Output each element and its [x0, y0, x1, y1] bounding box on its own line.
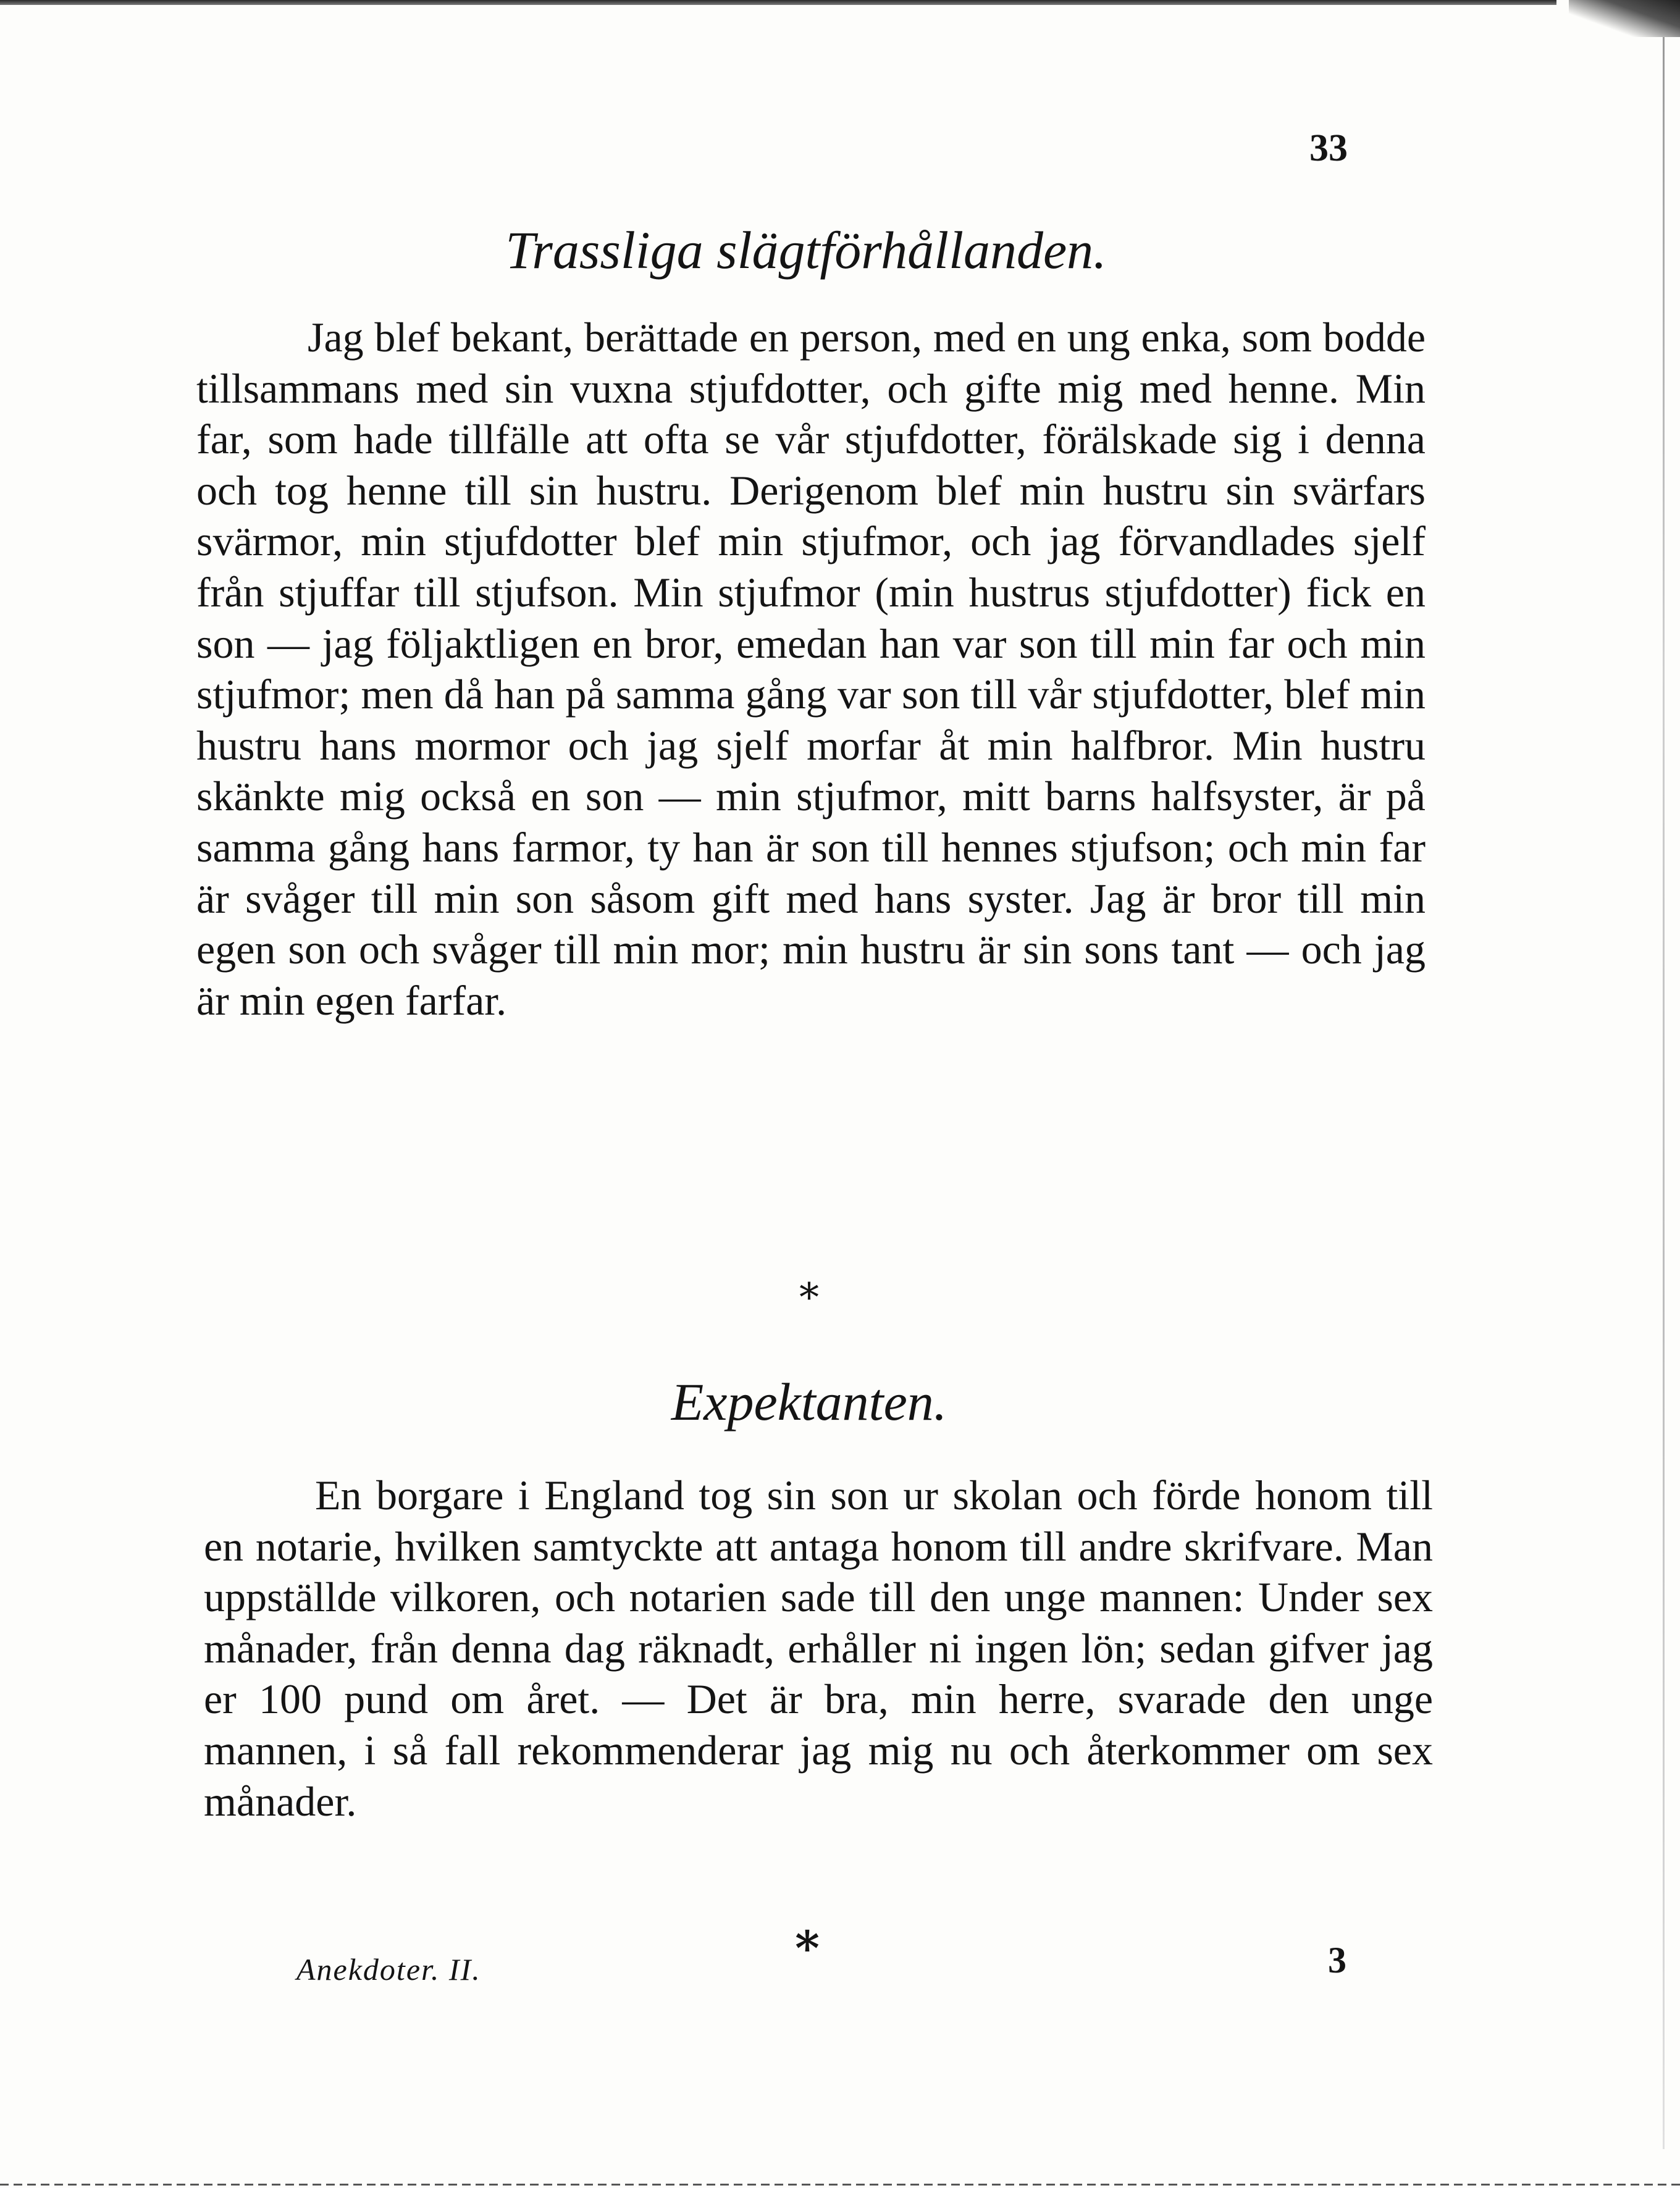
- scan-edge-right: [1663, 37, 1665, 2149]
- section-text-trassliga: Jag blef bekant, berättade en person, med en ung enka, som bodde tillsammans med sin vuxna stjufdotter, och gifte mig med henne. Min far, som hade tillfälle att ofta se vår stjufdotter, förälskade sig i denna och tog henne till sin hustru. Derigenom blef min hustru sin svärfars svärmor, min stjufdotter blef min stjufmor, och jag förvandlades sjelf från stjuffar till stjufson. Min stjufmor (min hustrus stjufdotter) fick en son — jag följaktligen en bror, emedan han var son till min far och min stjufmor; men då han på samma gång var son till vår stjufdotter, blef min hustru hans mormor och jag sjelf morfar åt min halfbror. Min hustru skänkte mig också en son — min stjufmor, mitt barns halfsyster, är på samma gång hans farmor, ty han är son till hennes stjufson; och min far är svåger till min son såsom gift med hans syster. Jag är bror till min egen son och svåger till min mor; min hustru är sin sons tant — och jag är min egen farfar.: [196, 314, 1426, 1024]
- section-text-expektanten: En borgare i England tog sin son ur skolan och förde honom till en notarie, hvilken samtyckte att antaga honom till andre skrifvare. Man uppställde vilkoren, och notarien sade till den unge mannen: Under sex månader, från denna dag räknadt, erhåller ni ingen lön; sedan gifver jag er 100 pund om året. — Det är bra, min herre, svarade den unge mannen, i så fall rekommenderar jag mig nu och återkommer om sex månader.: [204, 1472, 1433, 1825]
- footer-sheet-number: 3: [1328, 1940, 1346, 1981]
- section-title-trassliga: Trassliga slägtförhållanden.: [505, 220, 1107, 280]
- end-separator: *: [795, 1921, 820, 1976]
- section-separator: *: [799, 1275, 819, 1321]
- scan-edge-bottom: [0, 2184, 1680, 2186]
- page-number: 33: [1309, 127, 1348, 169]
- scan-edge-corner: [1569, 0, 1680, 37]
- footer-signature: Anekdoter. II.: [296, 1952, 481, 1987]
- section-title-expektanten: Expektanten.: [671, 1372, 947, 1431]
- scan-edge-top: [0, 0, 1556, 5]
